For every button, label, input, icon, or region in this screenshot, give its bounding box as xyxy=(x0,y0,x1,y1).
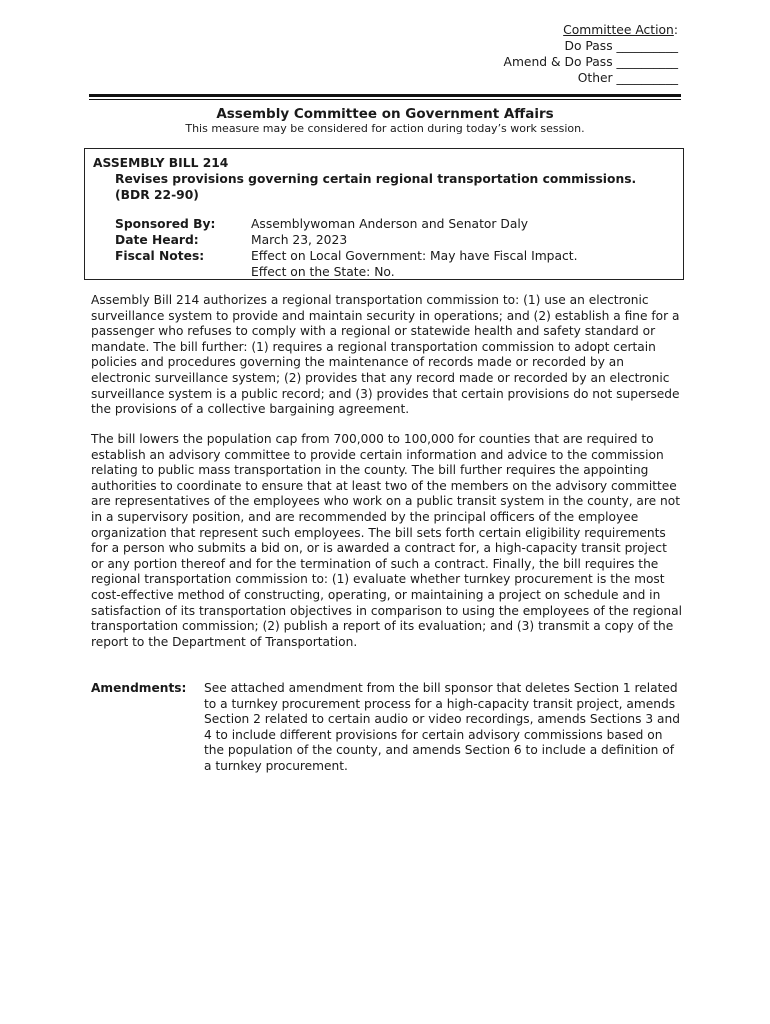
action-option-do-pass: Do Pass __________ xyxy=(564,39,678,53)
action-option-amend-do-pass: Amend & Do Pass __________ xyxy=(503,55,678,69)
date-heard-value: March 23, 2023 xyxy=(251,233,348,247)
sponsored-by-label: Sponsored By: xyxy=(115,217,216,231)
committee-action-colon: : xyxy=(673,23,678,37)
committee-action-title: Committee Action xyxy=(563,23,674,37)
bill-summary xyxy=(115,171,675,203)
fiscal-notes-label: Fiscal Notes: xyxy=(115,249,205,263)
header-divider-thin xyxy=(89,99,681,100)
action-option-other: Other __________ xyxy=(577,71,678,85)
amendments-text: See attached amendment from the bill sponsor that deletes Section 1 related to a turnkey procurement process for a high-capacity transit project, amends Section 2 related to certain audio or video recordings, amends Sections 3 and 4 to include different provisions for certain advisory commissions based on the population of the county, and amends Section 6 to include a definition of a turnkey procurement. xyxy=(204,681,680,773)
fiscal-notes-local: Effect on Local Government: May have Fiscal Impact. xyxy=(251,249,578,263)
fiscal-notes-state: Effect on the State: No. xyxy=(251,265,395,279)
sponsored-by-value: Assemblywoman Anderson and Senator Daly xyxy=(251,217,529,231)
committee-action-block xyxy=(418,22,678,86)
amendments-label: Amendments: xyxy=(91,681,187,695)
committee-action-heading xyxy=(418,22,678,38)
date-heard-label: Date Heard: xyxy=(115,233,199,247)
bill-info-box xyxy=(84,148,684,280)
committee-title: Assembly Committee on Government Affairs xyxy=(216,106,554,122)
header-divider-thick xyxy=(89,94,681,97)
bill-number: ASSEMBLY BILL 214 xyxy=(93,156,229,170)
bill-bdr-number: (BDR 22-90) xyxy=(115,188,199,202)
committee-subtitle: This measure may be considered for action during today’s work session. xyxy=(185,122,585,135)
body-paragraph-1: Assembly Bill 214 authorizes a regional transportation commission to: (1) use an electronic surveillance system to provide and maintain security in operations; and (2) establish a fine for a passenger who refuses to comply with a regional or statewide health and safety standard or mandate. The bill further: (1) requires a regional transportation commission to adopt certain policies and procedures governing the maintenance of records made or recorded by an electronic surveillance system; (2) provides that any record made or recorded by an electronic surveillance system is a public record; and (3) provides that certain provisions do not supersede the provisions of a collective bargaining agreement. xyxy=(91,293,680,417)
body-paragraph-2: The bill lowers the population cap from 700,000 to 100,000 for counties that are required to establish an advisory committee to provide certain information and advice to the commission relating to public mass transportation in the county. The bill further requires the appointing authorities to coordinate to ensure that at least two of the members on the advisory committee are representatives of the employees who work on a public transit system in the county, are not in a supervisory position, and are recommended by the principal officers of the employee organization that represent such employees. The bill sets forth certain eligibility requirements for a person who submits a bid on, or is awarded a contract for, a high-capacity transit project or any portion thereof and for the termination of such a contract. Finally, the bill requires the regional transportation commission to: (1) evaluate whether turnkey procurement is the most cost-effective method of constructing, operating, or maintaining a project on schedule and in satisfaction of its transportation objectives in comparison to using the employees of the regional transportation commission; (2) publish a report of its evaluation; and (3) transmit a copy of the report to the Department of Transportation. xyxy=(91,432,682,649)
bill-summary-line: Revises provisions governing certain regional transportation commissions. xyxy=(115,172,637,186)
